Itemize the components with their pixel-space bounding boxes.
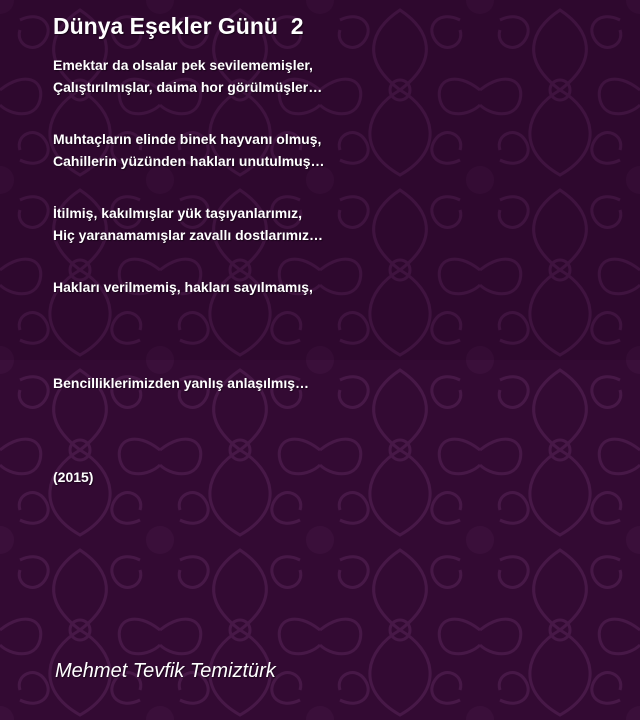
- stanza: [53, 372, 613, 394]
- stanza: [53, 54, 613, 98]
- stanza: [53, 202, 613, 246]
- poem-line: Emektar da olsalar pek sevilememişler,: [53, 57, 313, 73]
- poem-line: Hakları verilmemiş, hakları sayılmamış,: [53, 279, 313, 295]
- poem-line: Muhtaçların elinde binek hayvanı olmuş,: [53, 131, 322, 147]
- poem-line: Bencilliklerimizden yanlış anlaşılmış…: [53, 375, 309, 391]
- poem-line: Hiç yaranamamışlar zavallı dostlarımız…: [53, 227, 324, 243]
- poem-author: Mehmet Tevfik Temiztürk: [55, 660, 276, 682]
- poem-line: Cahillerin yüzünden hakları unutulmuş…: [53, 153, 325, 169]
- stanza: [53, 128, 613, 172]
- poem-body: [53, 54, 613, 394]
- poem-line: İtilmiş, kakılmışlar yük taşıyanlarımız,: [53, 205, 303, 221]
- stanza: [53, 276, 613, 298]
- poem-year: (2015): [53, 469, 94, 485]
- blank-gap: [53, 298, 613, 372]
- poem-line: Çalıştırılmışlar, daima hor görülmüşler…: [53, 79, 323, 95]
- poem-title: Dünya Eşekler Günü 2: [53, 13, 304, 39]
